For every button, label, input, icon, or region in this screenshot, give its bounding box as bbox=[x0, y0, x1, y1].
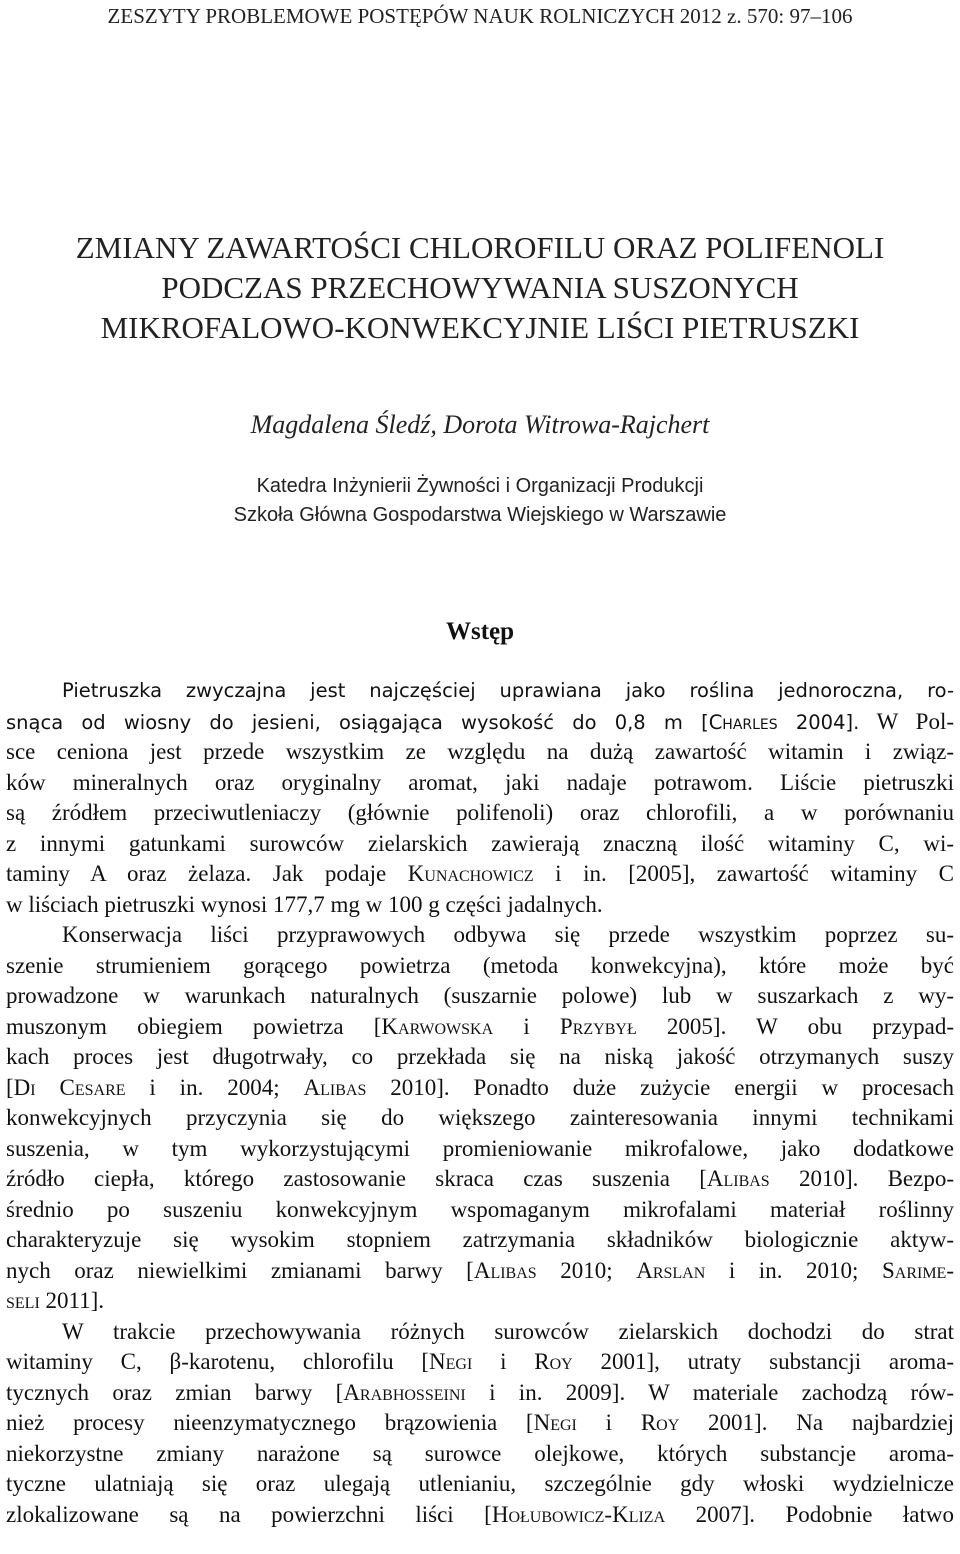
text-line bbox=[6, 1378, 954, 1409]
citation-author: Arslan bbox=[636, 1257, 706, 1283]
text-line bbox=[6, 1134, 954, 1165]
text-run: taminy A oraz żelaza. Jak podaje bbox=[6, 861, 408, 886]
citation-author: Negi bbox=[533, 1410, 577, 1435]
text-run: nież procesy nieenzymatycznego brązowienia [ bbox=[6, 1410, 534, 1435]
authors: Magdalena Śledź, Dorota Witrowa-Rajchert bbox=[250, 410, 710, 439]
text-run: i in. [2005], zawartość witaminy C bbox=[533, 861, 954, 886]
text-run: 2005]. W obu przypad- bbox=[636, 1013, 954, 1039]
text-line bbox=[6, 737, 954, 768]
text-run: witaminy C, β-karotenu, chlorofilu [ bbox=[6, 1349, 430, 1374]
text-line bbox=[6, 1195, 954, 1226]
text-line bbox=[6, 1042, 954, 1073]
affiliation-line: Szkoła Główna Gospodarstwa Wiejskiego w Warszawie bbox=[233, 504, 727, 526]
paragraph-2 bbox=[6, 920, 954, 1317]
text-run: W trakcie przechowywania różnych surowców zielarskich dochodzi do strat bbox=[62, 1318, 954, 1344]
text-run: 2011]. bbox=[39, 1288, 105, 1313]
citation-author: seli bbox=[6, 1288, 40, 1313]
text-run: i in. 2010; bbox=[705, 1257, 882, 1283]
text-line bbox=[6, 1469, 954, 1500]
citation-author: Arabhosseini bbox=[343, 1379, 466, 1405]
text-run: i in. 2009]. W materiale zachodzą rów- bbox=[465, 1379, 954, 1405]
text-line bbox=[6, 768, 954, 799]
affiliation bbox=[0, 472, 960, 530]
text-run: Pietruszka zwyczajna jest najczęściej uprawiana jako roślina jednoroczna, ro- bbox=[62, 679, 954, 702]
paragraph-1-continued bbox=[6, 737, 954, 920]
text-run: źródło ciepła, którego zastosowanie skraca czas suszenia [ bbox=[6, 1166, 707, 1191]
text-run: 2010]. Ponadto duże zużycie energii w procesach bbox=[366, 1074, 954, 1100]
running-header: ZESZYTY PROBLEMOWE POSTĘPÓW NAUK ROLNICZYCH 2012 z. 570: 97–106 bbox=[107, 4, 853, 28]
text-line bbox=[6, 1012, 954, 1043]
text-run: Liście pietruszki bbox=[752, 769, 954, 795]
text-line bbox=[6, 981, 954, 1012]
text-run: i bbox=[493, 1013, 560, 1039]
text-run: tycznych oraz zmian barwy [ bbox=[6, 1379, 344, 1405]
text-line bbox=[6, 890, 954, 921]
text-line bbox=[6, 951, 954, 982]
text-line bbox=[6, 1347, 954, 1378]
text-run: 2001]. Na najbardziej bbox=[679, 1410, 954, 1435]
citation-author: Kunachowicz bbox=[407, 861, 534, 886]
text-run: 2007]. Podobnie łatwo bbox=[665, 1501, 954, 1527]
title-line: ZMIANY ZAWARTOŚCI CHLOROFILU ORAZ POLIFENOLI bbox=[75, 230, 885, 265]
text-line bbox=[6, 1286, 954, 1317]
citation-author: Alibas bbox=[706, 1166, 770, 1191]
affiliation-line: Katedra Inżynierii Żywności i Organizacji Produkcji bbox=[256, 475, 704, 497]
text-run: ków mineralnych oraz oryginalny aromat, jaki nadaje potrawom. bbox=[6, 769, 753, 795]
text-run: 2010; bbox=[536, 1257, 637, 1283]
citation-author: Charles bbox=[708, 710, 778, 734]
text-run: 2004]. bbox=[777, 710, 860, 734]
citation-author: Hołubowicz-Kliza bbox=[491, 1501, 666, 1527]
paragraph-3 bbox=[6, 1317, 954, 1531]
citation-author: Karwowska bbox=[381, 1013, 494, 1039]
text-run: muszonym obiegiem powietrza [ bbox=[6, 1013, 382, 1039]
text-line bbox=[6, 798, 954, 829]
text-line bbox=[6, 1164, 954, 1195]
text-line bbox=[6, 707, 954, 738]
text-run: W Pol- bbox=[859, 708, 954, 734]
text-run: i bbox=[576, 1410, 641, 1435]
text-run: tyczne ulatniają się oraz ulegają utlenianiu, szczególnie gdy włoski wydzielnicze bbox=[6, 1471, 954, 1496]
text-run: średnio po suszeniu konwekcyjnym wspomaganym mikrofalami materiał roślinny bbox=[6, 1196, 954, 1222]
text-run: w liściach pietruszki wynosi 177,7 mg w 100 g części jadalnych. bbox=[6, 891, 603, 917]
text-run: Konserwacja liści przyprawowych odbywa się przede wszystkim poprzez su- bbox=[62, 922, 954, 947]
section-heading: Wstęp bbox=[445, 618, 515, 645]
text-run: konwekcyjnych przyczynia się do większego zainteresowania innymi technikami bbox=[6, 1105, 954, 1130]
text-run: i in. 2004; bbox=[125, 1074, 304, 1100]
citation-author: Roy bbox=[640, 1410, 680, 1435]
citation-author: Alibas bbox=[303, 1074, 367, 1100]
text-run: [ bbox=[6, 1074, 14, 1100]
citation-author: Sarime- bbox=[881, 1257, 954, 1283]
text-line bbox=[6, 1256, 954, 1287]
text-line bbox=[6, 1073, 954, 1104]
text-line bbox=[6, 859, 954, 890]
text-run: szenie strumieniem gorącego powietrza (metoda konwekcyjna), które może być bbox=[6, 952, 954, 978]
text-line bbox=[6, 1408, 954, 1439]
text-run: niekorzystne zmiany narażone są surowce olejkowe, których substancje aroma- bbox=[6, 1440, 954, 1466]
text-line bbox=[6, 1439, 954, 1470]
text-line bbox=[6, 1317, 954, 1348]
text-run: snąca od wiosny do jesieni, osiągająca wysokość do 0,8 m [ bbox=[6, 710, 709, 734]
text-run: kach proces jest długotrwały, co przekłada się na niską jakość otrzymanych suszy bbox=[6, 1044, 954, 1069]
text-run: 2001], utraty substancji aroma- bbox=[572, 1349, 954, 1374]
text-run: nych oraz niewielkimi zmianami barwy [ bbox=[6, 1257, 474, 1283]
text-run: z innymi gatunkami surowców zielarskich zawierają znaczną ilość witaminy C, wi- bbox=[6, 830, 954, 856]
text-line bbox=[6, 676, 954, 707]
text-run: suszenia, w tym wykorzystującymi promieniowanie mikrofalowe, jako dodatkowe bbox=[6, 1135, 954, 1161]
text-run: sce ceniona jest przede wszystkim ze względu na dużą zawartość witamin i związ- bbox=[6, 739, 954, 764]
citation-author: Negi bbox=[429, 1349, 473, 1374]
body-text bbox=[6, 676, 954, 1530]
text-line bbox=[6, 1500, 954, 1531]
text-line bbox=[6, 829, 954, 860]
title-line: PODCZAS PRZECHOWYWANIA SUSZONYCH bbox=[161, 270, 799, 305]
citation-author: Przybył bbox=[559, 1013, 637, 1039]
text-run: i bbox=[472, 1349, 535, 1374]
citation-author: Alibas bbox=[473, 1257, 537, 1283]
text-run: charakteryzuje się wysokim stopniem zatrzymania składników biologicznie aktyw- bbox=[6, 1227, 954, 1252]
text-line bbox=[6, 1225, 954, 1256]
text-run: 2010]. Bezpo- bbox=[769, 1166, 954, 1191]
title-line: MIKROFALOWO-KONWEKCYJNIE LIŚCI PIETRUSZKI bbox=[100, 310, 860, 345]
citation-author: Di Cesare bbox=[13, 1074, 126, 1100]
text-line bbox=[6, 1103, 954, 1134]
text-line bbox=[6, 920, 954, 951]
text-run: prowadzone w warunkach naturalnych (suszarnie polowe) lub w suszarkach z wy- bbox=[6, 983, 954, 1008]
article-title bbox=[0, 228, 960, 348]
citation-author: Roy bbox=[534, 1349, 573, 1374]
paragraph-1 bbox=[6, 676, 954, 737]
text-run: zlokalizowane są na powierzchni liści [ bbox=[6, 1501, 492, 1527]
text-run: są źródłem przeciwutleniaczy (głównie polifenoli) oraz chlorofili, a w porównaniu bbox=[6, 800, 954, 825]
